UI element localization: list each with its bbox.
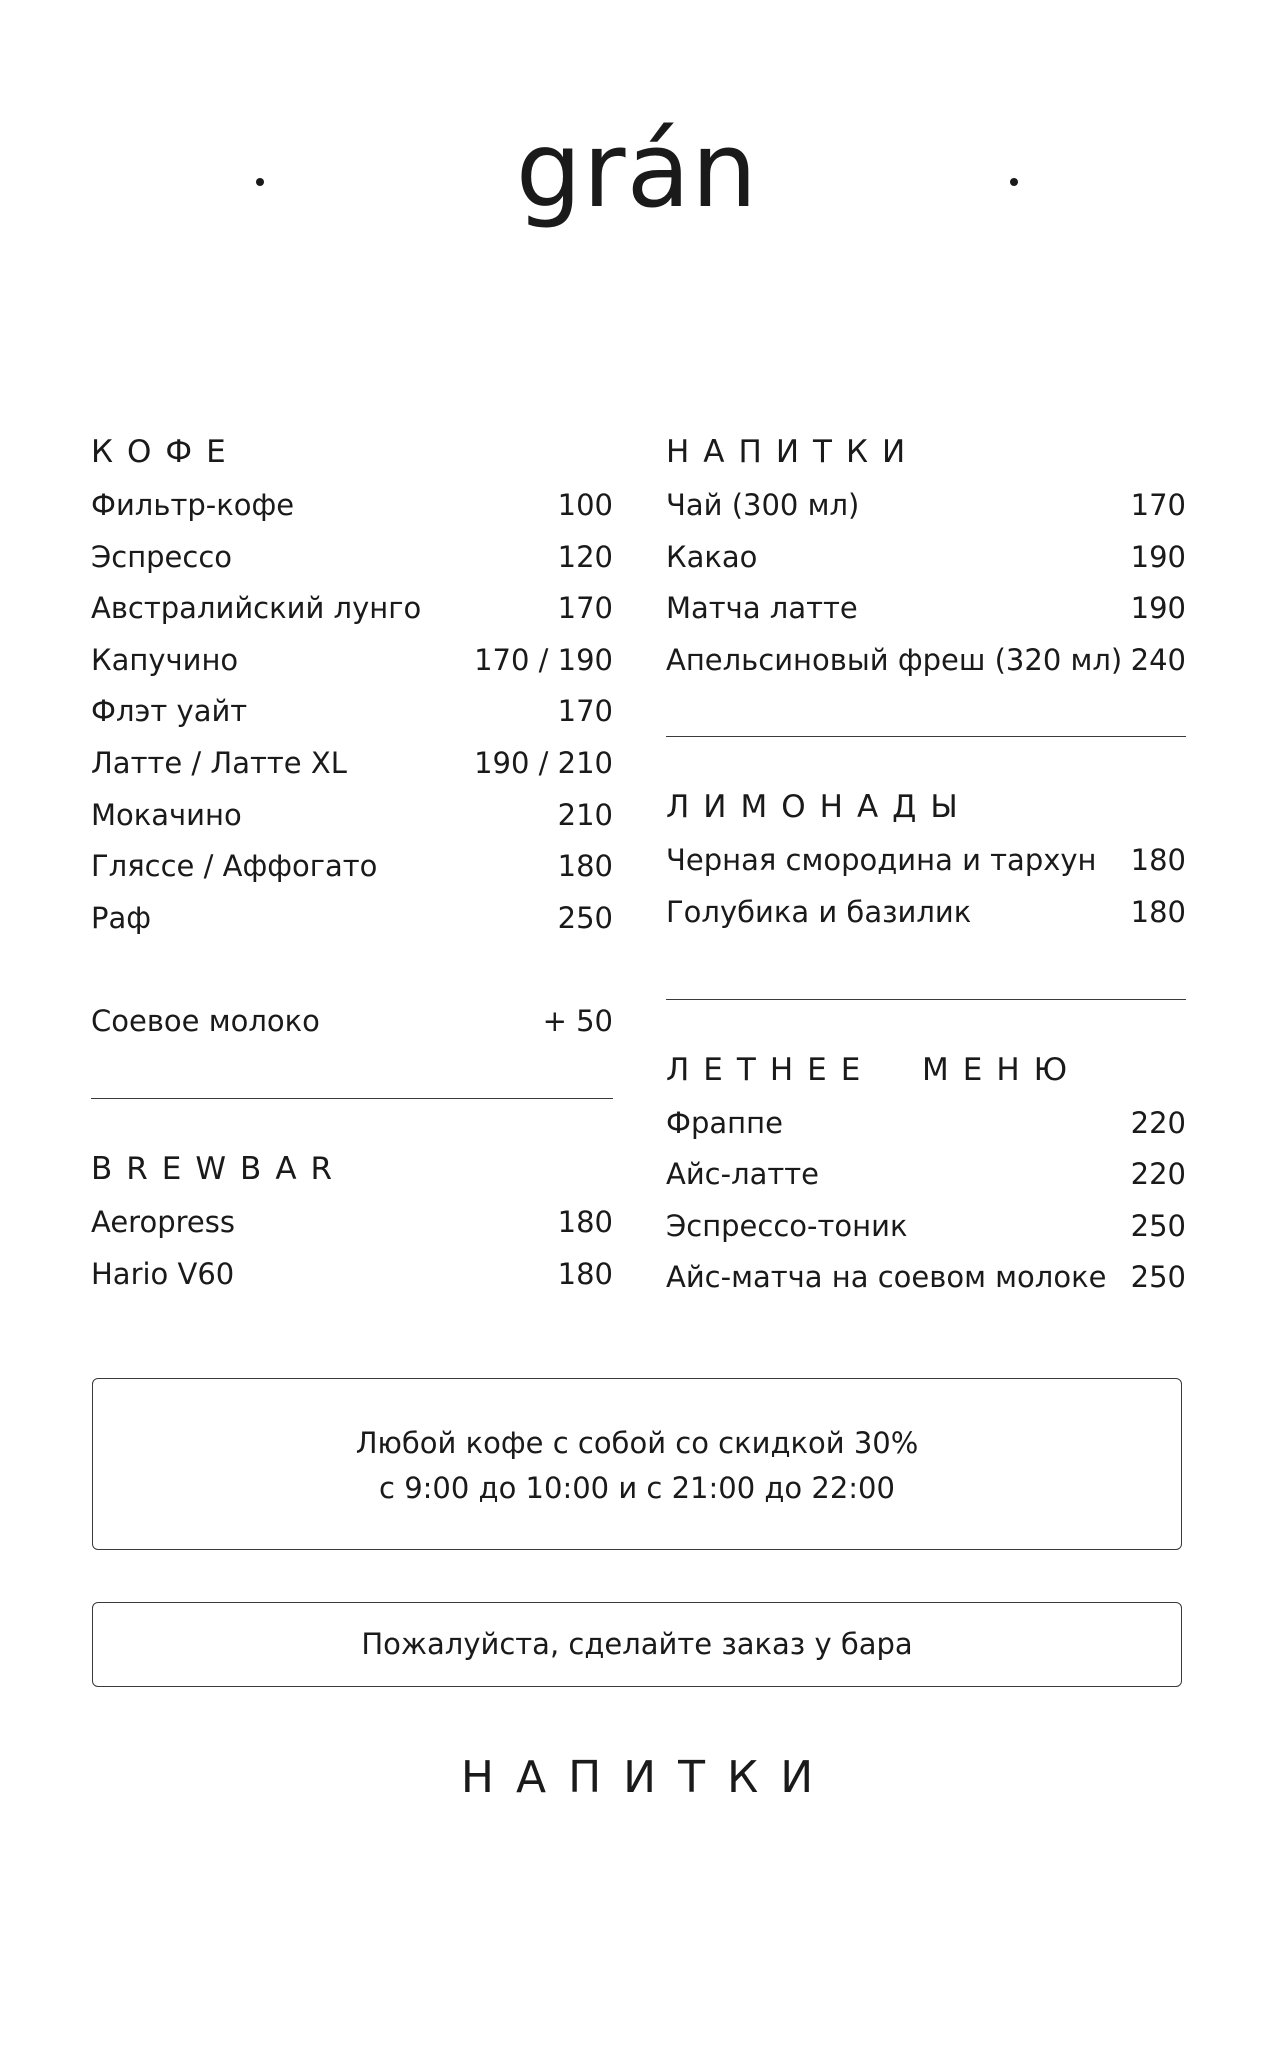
item-price: 180 <box>557 849 613 884</box>
item-name: Соевое молоко <box>91 1004 320 1039</box>
item-price: 180 <box>1130 894 1186 929</box>
drinks-list <box>666 480 1186 686</box>
item-price: 190 <box>1130 539 1186 574</box>
item-price: 220 <box>1130 1105 1186 1140</box>
divider <box>666 736 1186 737</box>
menu-item <box>91 841 613 893</box>
item-price: 170 <box>1130 488 1186 522</box>
item-name: Капучино <box>91 642 239 677</box>
item-name: Какао <box>666 539 758 574</box>
right-column <box>666 432 1186 1304</box>
item-price: 190 / 210 <box>474 745 613 780</box>
menu-item <box>91 893 613 945</box>
item-name: Голубика и базилик <box>666 894 972 929</box>
section-title-summer-menu: ЛЕТНЕЕ МЕНЮ <box>666 1051 1082 1088</box>
promo-line-1: Любой кофе с собой со скидкой 30% <box>355 1426 919 1460</box>
left-column <box>91 432 613 1300</box>
item-price: 180 <box>557 1256 613 1291</box>
menu-item <box>666 480 1186 532</box>
item-price: 170 / 190 <box>474 642 613 677</box>
item-name: Матча латте <box>666 591 858 626</box>
item-name: Чай (300 мл) <box>666 488 860 522</box>
item-name: Латте / Латте XL <box>91 745 347 780</box>
item-price: 250 <box>1130 1208 1186 1243</box>
brewbar-list <box>91 1197 613 1300</box>
menu-item <box>91 738 613 790</box>
item-price: 250 <box>557 900 613 935</box>
item-price: 210 <box>557 797 613 832</box>
item-price: 170 <box>557 591 613 626</box>
item-name: Айс-матча на соевом молоке <box>666 1260 1107 1295</box>
coffee-list <box>91 480 613 944</box>
menu-item <box>666 887 1186 939</box>
item-name: Фраппе <box>666 1105 783 1140</box>
item-price: 190 <box>1130 591 1186 626</box>
order-notice-text: Пожалуйста, сделайте заказ у бара <box>361 1627 913 1661</box>
divider <box>91 1098 613 1099</box>
menu-item <box>666 1098 1186 1150</box>
menu-item <box>91 1249 613 1301</box>
menu-item <box>91 686 613 738</box>
item-name: Aeropress <box>91 1204 235 1239</box>
item-name: Hario V60 <box>91 1256 235 1291</box>
item-price: + 50 <box>542 1004 613 1039</box>
item-price: 180 <box>557 1204 613 1239</box>
menu-item <box>666 1201 1186 1253</box>
item-name: Черная смородина и тархун <box>666 843 1097 878</box>
item-name: Апельсиновый фреш (320 мл) <box>666 642 1123 677</box>
menu-item <box>666 532 1186 584</box>
item-name: Флэт уайт <box>91 694 248 729</box>
menu-item-extra <box>91 996 613 1048</box>
item-price: 180 <box>1130 843 1186 878</box>
brand-logo: grán <box>515 109 759 231</box>
item-price: 120 <box>557 539 613 574</box>
item-name: Мокачино <box>91 797 242 832</box>
summer-list <box>666 1098 1186 1304</box>
section-title-brewbar: BREWBAR <box>91 1150 347 1187</box>
item-price: 100 <box>557 488 613 522</box>
promo-line-2: с 9:00 до 10:00 и с 21:00 до 22:00 <box>379 1471 895 1505</box>
menu-item <box>91 1197 613 1249</box>
menu-item <box>666 583 1186 635</box>
item-price: 240 <box>1130 642 1186 677</box>
item-name: Раф <box>91 900 152 935</box>
section-title-coffee: КОФЕ <box>91 434 240 470</box>
menu-item <box>91 790 613 842</box>
item-price: 170 <box>557 694 613 729</box>
menu-item <box>666 635 1186 687</box>
menu-item <box>91 583 613 635</box>
order-notice-box <box>92 1602 1182 1687</box>
item-name: Фильтр-кофе <box>91 488 295 522</box>
menu-item <box>91 635 613 687</box>
item-name: Эспрессо-тоник <box>666 1208 908 1243</box>
footer-title: НАПИТКИ <box>460 1752 836 1803</box>
lemonades-list <box>666 835 1186 938</box>
item-name: Эспрессо <box>91 539 233 574</box>
item-name: Гляссе / Аффогато <box>91 849 378 884</box>
menu-item <box>666 835 1186 887</box>
promo-box <box>92 1378 1182 1550</box>
divider <box>666 999 1186 1000</box>
item-price: 220 <box>1130 1157 1186 1192</box>
item-name: Айс-латте <box>666 1157 820 1192</box>
section-title-drinks: НАПИТКИ <box>666 434 920 470</box>
section-title-lemonades: ЛИМОНАДЫ <box>666 789 972 826</box>
menu-item <box>91 532 613 584</box>
menu-item <box>666 1149 1186 1201</box>
item-price: 250 <box>1130 1260 1186 1295</box>
item-name: Австралийский лунго <box>91 591 422 626</box>
menu-item <box>666 1252 1186 1304</box>
menu-item <box>91 480 613 532</box>
